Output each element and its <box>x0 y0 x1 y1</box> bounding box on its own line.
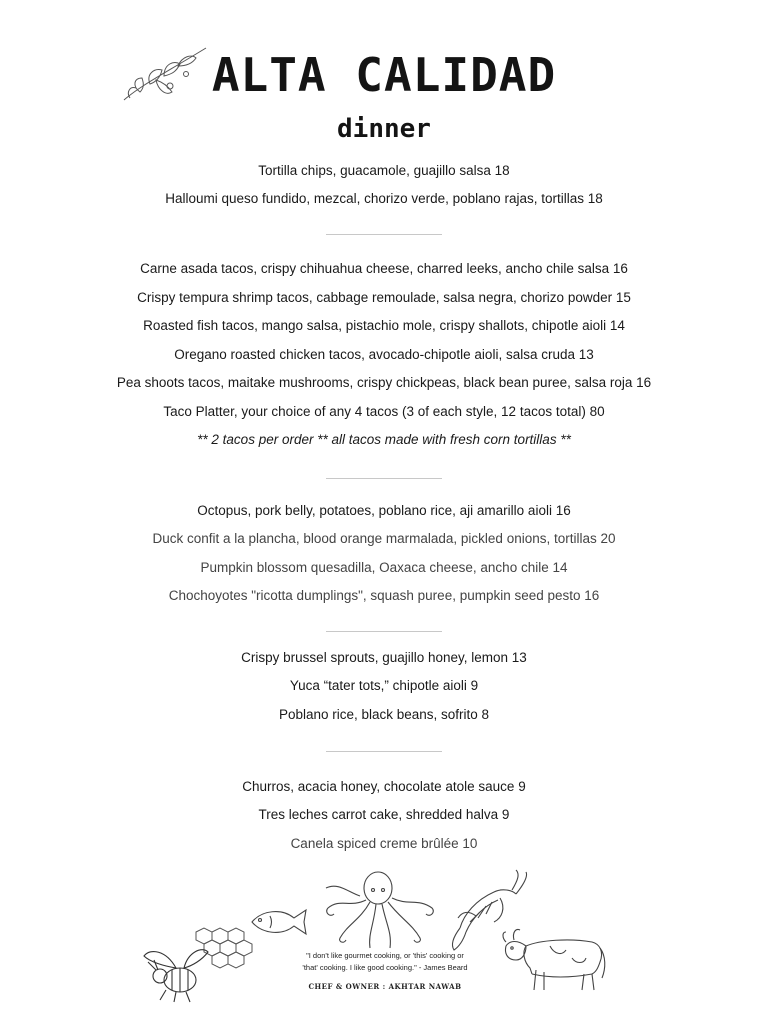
menu-item: Poblano rice, black beans, sofrito 8 <box>278 707 490 722</box>
menu-item: Tres leches carrot cake, shredded halva 9 <box>258 807 510 822</box>
octopus-sketch-icon <box>320 868 440 952</box>
cow-sketch-icon <box>500 922 608 994</box>
menu-item: Chochoyotes "ricotta dumplings", squash puree, pumpkin seed pesto 16 <box>168 588 600 603</box>
menu-item: Carne asada tacos, crispy chihuahua cheese, charred leeks, ancho chile salsa 16 <box>140 261 628 276</box>
menu-item: Duck confit a la plancha, blood orange marmalada, pickled onions, tortillas 20 <box>152 531 616 546</box>
taco-note: ** 2 tacos per order ** all tacos made with fresh corn tortillas ** <box>197 432 571 447</box>
menu-item: Pea shoots tacos, maitake mushrooms, crispy chickpeas, black bean puree, salsa roja 16 <box>116 375 652 390</box>
section-divider <box>326 478 442 479</box>
menu-item: Churros, acacia honey, chocolate atole sauce 9 <box>242 779 526 794</box>
menu-item: Roasted fish tacos, mango salsa, pistachio mole, crispy shallots, chipotle aioli 14 <box>143 318 625 333</box>
menu-item: Taco Platter, your choice of any 4 tacos (3 of each style, 12 tacos total) 80 <box>163 404 605 419</box>
menu-item: Tortilla chips, guacamole, guajillo salsa 18 <box>258 163 510 178</box>
quote-line-2: 'that' cooking. I like good cooking." - James Beard <box>302 963 468 972</box>
menu-subtitle: dinner <box>337 114 431 144</box>
section-divider <box>326 631 442 632</box>
menu-item: Octopus, pork belly, potatoes, poblano rice, aji amarillo aioli 16 <box>197 503 571 518</box>
section-divider <box>326 751 442 752</box>
james-beard-quote <box>270 950 500 974</box>
menu-item: Yuca “tater tots,” chipotle aioli 9 <box>289 678 479 693</box>
section-divider <box>326 234 442 235</box>
chef-owner-credit: CHEF & OWNER : AKHTAR NAWAB <box>308 982 462 991</box>
menu-item: Crispy brussel sprouts, guajillo honey, lemon 13 <box>241 650 527 665</box>
menu-item: Pumpkin blossom quesadilla, Oaxaca cheese, ancho chile 14 <box>200 560 568 575</box>
menu-item: Halloumi queso fundido, mezcal, chorizo verde, poblano rajas, tortillas 18 <box>165 191 603 206</box>
quote-line-1: "I don't like gourmet cooking, or 'this' cooking or <box>306 951 464 960</box>
restaurant-title: ALTA CALIDAD <box>211 48 557 102</box>
bee-sketch-icon <box>136 940 216 1004</box>
menu-item: Crispy tempura shrimp tacos, cabbage remoulade, salsa negra, chorizo powder 15 <box>137 290 631 305</box>
menu-item: Canela spiced creme brûlée 10 <box>290 836 478 851</box>
fish-sketch-icon <box>248 904 310 938</box>
menu-item: Oregano roasted chicken tacos, avocado-chipotle aioli, salsa cruda 13 <box>174 347 594 362</box>
